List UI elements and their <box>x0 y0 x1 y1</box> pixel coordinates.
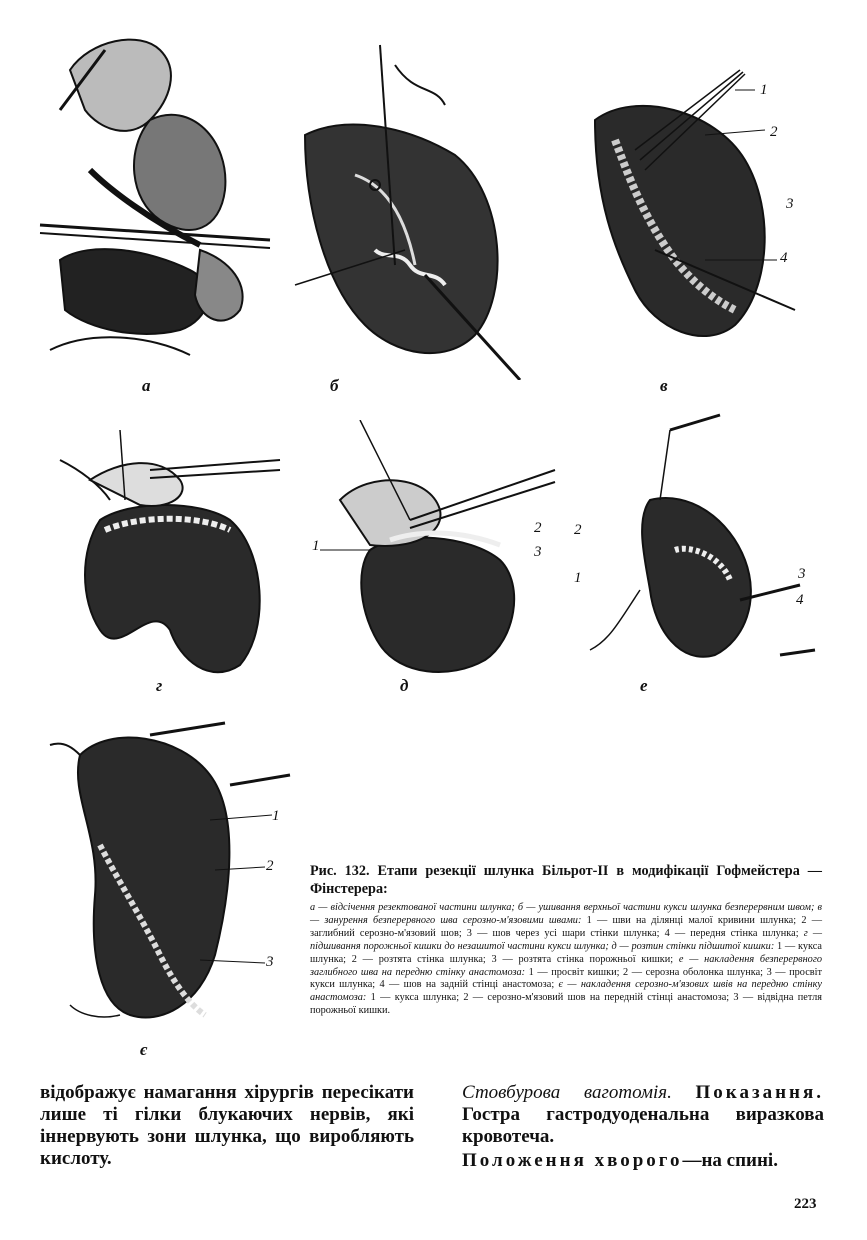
illustration-panel-a <box>30 30 280 370</box>
callout-d-1: 1 <box>312 538 320 554</box>
callout-e-3: 3 <box>798 566 806 582</box>
illustration-panel-d <box>310 420 560 680</box>
page-number: 223 <box>794 1196 817 1212</box>
caption-seg-5: 1 — просвіт кишки; 2 — серозна оболонка шлунка; 3 — просвіт кукси шлунка; 4 — шов на задній стінці анастомоза; <box>310 966 823 991</box>
indications-label: Показання. <box>695 1082 824 1103</box>
illustration-panel-ye <box>40 715 300 1035</box>
caption-seg-7: 1 — кукса шлунка; 2 — серозно-м'язовий шов на передній стінці анастомоза; 3 — відвідна петля порожньої кишки. <box>310 992 822 1017</box>
callout-e-1: 1 <box>574 570 582 586</box>
callout-d-2: 2 <box>534 520 542 536</box>
caption-seg-4: е — накладення безперервного заглибного шва на передню стінку анастомоза: <box>310 953 822 978</box>
panel-label-b: б <box>330 376 339 395</box>
illustration-panel-e <box>580 410 820 670</box>
patient-position-paragraph <box>462 1150 824 1172</box>
illustration-panel-b <box>285 35 525 380</box>
caption-title: Рис. 132. Етапи резекції шлунка Більрот-ІІ в модифікації Гофмейстера — Фінстерера: <box>310 863 822 897</box>
callout-ye-2: 2 <box>266 858 274 874</box>
patient-position-text: —на спині. <box>682 1150 778 1171</box>
callout-v-2: 2 <box>770 124 778 140</box>
caption-seg-2: г — підшивання порожньої кишки до незашитої частини кукси шлунка; д — розтин стінки підшитої кишки: <box>310 927 823 952</box>
caption-seg-3: 1 — кукса шлунка; 2 — розтята стінка шлунка; 3 — розтята стінка порожньої кишки; <box>310 940 822 965</box>
callout-e-2: 2 <box>574 522 582 538</box>
callout-v-4: 4 <box>780 250 788 266</box>
figure-caption <box>310 862 822 1018</box>
body-right-column <box>462 1082 824 1172</box>
callout-v-3: 3 <box>786 196 794 212</box>
panel-label-ye: є <box>140 1040 148 1059</box>
caption-seg-1: 1 — шви на ділянці малої кривини шлунка; 2 — заглибний серозно-м'язовий шов; 3 — шов через усі шари стінки шлунка; 4 — передня стінка шлунка; <box>310 914 822 939</box>
callout-ye-3: 3 <box>266 954 274 970</box>
caption-body <box>310 902 822 1018</box>
callout-v-1: 1 <box>760 82 768 98</box>
callout-ye-1: 1 <box>272 808 280 824</box>
illustration-panel-g <box>40 430 290 680</box>
panel-label-d: д <box>400 676 409 695</box>
patient-position-label: Положення хворого <box>462 1150 683 1171</box>
panel-label-e: е <box>640 676 648 695</box>
body-left-column: відображує намагання хірургів пересікати лише ті гілки блукаючих нервів, які іннервують зони шлунка, що виробляють кислоту. <box>40 1082 414 1169</box>
panel-label-g: г <box>156 676 163 695</box>
caption-seg-0: а — відсічення резектованої частини шлунка; б — ушивання верхньої частини кукси шлунка безперервним швом; в — занурення безперервного шва серозно-м'язовими швами: <box>310 902 822 926</box>
illustration-panel-v <box>555 60 805 360</box>
callout-d-3: 3 <box>534 544 542 560</box>
panel-label-a: а <box>142 376 151 395</box>
callout-e-4: 4 <box>796 592 804 608</box>
indications-text: Гостра гастродуоденальна виразкова кровотеча. <box>462 1104 824 1147</box>
vagotomy-paragraph <box>462 1082 824 1148</box>
vagotomy-heading: Стовбурова ваготомія. <box>462 1082 672 1103</box>
panel-label-v: в <box>660 376 668 395</box>
caption-seg-6: є — накладення серозно-м'язових швів на передню стінку анастомоза: <box>310 979 822 1004</box>
